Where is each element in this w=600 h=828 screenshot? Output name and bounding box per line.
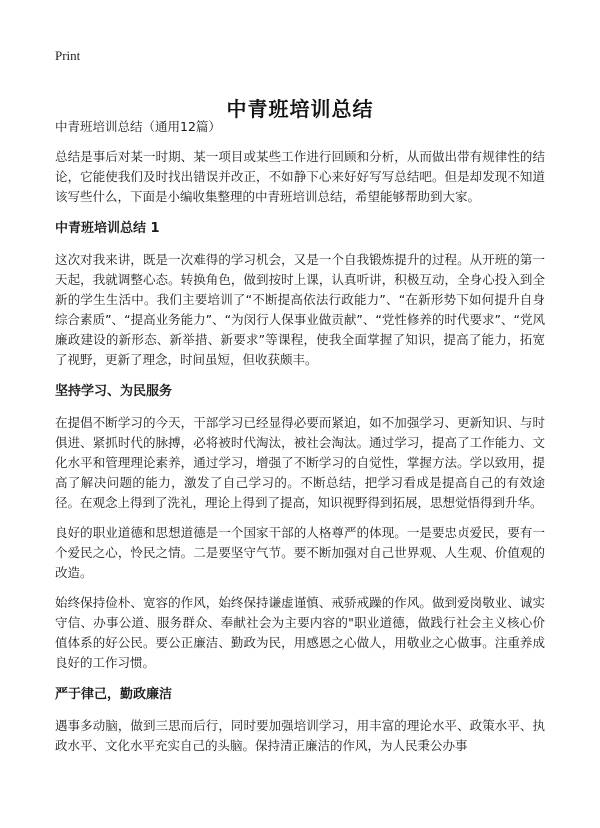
discipline-paragraph: 遇事多动脑，做到三思而后行，同时要加强培训学习，用丰富的理论水平、政策水平、执政水平、文化水平充实自己的头脑。保持清正廉洁的作风，为人民秉公办事: [55, 718, 545, 753]
document-body: [55, 118, 545, 766]
study-paragraph-1: 在提倡不断学习的今天，干部学习已经显得必要而紧迫，如不加强学习、更新知识、与时俱进、紧抓时代的脉搏，必将被时代淘汰，被社会淘汰。通过学习，提高了工作能力、文化水平和管理理论素养，通过学习，增强了不断学习的自觉性，掌握方法。学以致用，提高了解决问题的能力，激发了自己学习的。不断总结，把学习看成是提高自己的有效途径。在观念上得到了洗礼，理论上得到了提高，知识视野得到拓展，思想觉悟得到升华。: [55, 415, 545, 510]
print-label[interactable]: Print: [55, 48, 81, 63]
intro-paragraph: 总结是事后对某一时期、某一项目或某些工作进行回顾和分析，从而做出带有规律性的结论，它能使我们及时找出错误并改正，不如静下心来好好写写总结吧。但是却发现不知道该写些什么，下面是小编收集整理的中青班培训总结，希望能够帮助到大家。: [55, 149, 545, 204]
study-paragraph-2: 良好的职业道德和思想道德是一个国家干部的人格尊严的体现。一是要忠贞爱民，要有一个爱民之心，怜民之情。二是要坚守气节。要不断加强对自己世界观、人生观、价值观的改造。: [55, 525, 545, 580]
section-heading-1: 中青班培训总结 1: [55, 221, 160, 236]
document-title: 中青班培训总结: [226, 97, 374, 122]
document-subtitle: 中青班培训总结（通用12篇）: [55, 119, 221, 134]
section-1-paragraph: 这次对我来讲，既是一次难得的学习机会，又是一个自我锻炼提升的过程。从开班的第一天起，我就调整心态。转换角色，做到按时上课，认真听讲，积极互动，全身心投入到全新的学生生活中。我们主要培训了“不断提高依法行政能力”、“在新形势下如何提升自身综合素质”、“提高业务能力”、“为闵行人保事业做贡献”、“党性修养的时代要求”、“党风廉政建设的新形态、新举措、新要求”等课程，使我全面掌握了知识，提高了能力，拓宽了视野，更新了理念，时间虽短，但收获颇丰。: [55, 252, 545, 367]
section-heading-study: 坚持学习、为民服务: [55, 384, 173, 399]
section-heading-discipline: 严于律己，勤政廉洁: [55, 687, 173, 702]
study-paragraph-3: 始终保持俭朴、宽容的作风，始终保持谦虚谨慎、戒骄戒躁的作风。做到爱岗敬业、诚实守信、办事公道、服务群众、奉献社会为主要内容的"职业道德，做践行社会主义核心价值体系的好公民。要公正廉洁、勤政为民，用感恩之心做人，用敬业之心做事。注重养成良好的工作习惯。: [55, 595, 545, 670]
